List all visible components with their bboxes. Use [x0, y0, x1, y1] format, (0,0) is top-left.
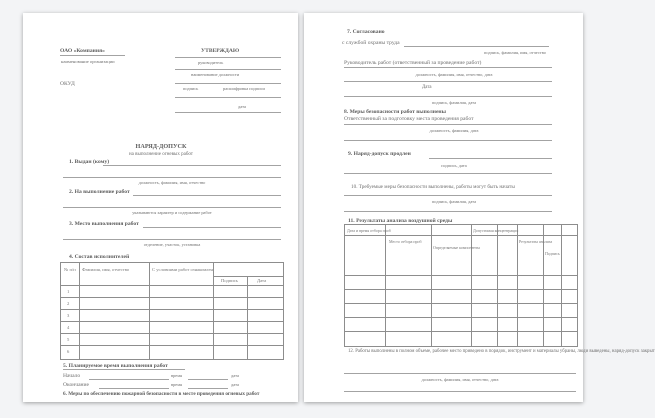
approve-line-3: подпись	[183, 86, 199, 91]
approve-line-5: дата	[238, 104, 246, 109]
org-header: ОАО «Компания»	[60, 48, 105, 54]
item-8-label: 8. Меры безопасности работ выполнены	[344, 109, 447, 115]
item-4-label: 4. Состав исполнителей	[69, 254, 130, 260]
air-header-place: Место отбора проб	[389, 239, 422, 244]
crew-row-no: 5	[67, 337, 70, 342]
manager-line: Руководитель работ (ответственный за проведение работ)	[344, 60, 482, 66]
end-date: дата	[231, 382, 239, 387]
air-analysis-table	[344, 224, 578, 347]
item-9-sub: подпись, дата	[441, 163, 467, 168]
start-time: время	[171, 373, 183, 378]
crew-table	[60, 262, 284, 360]
date-label: Дата	[422, 85, 432, 90]
item-2-sub: указываются характер и содержание работ	[132, 210, 212, 215]
okud-label: ОКУД	[60, 81, 75, 87]
approve-line-2: наименование должности	[191, 72, 240, 77]
org-sub: наименование организации	[61, 59, 115, 64]
item-7b-label: с службой охраны труда	[342, 40, 400, 46]
start-label: Начало	[63, 373, 81, 379]
end-time: время	[171, 382, 183, 387]
item-5-label: 5. Планируемое время выполнения работ	[63, 363, 168, 369]
item-10-label: 10. Требуемые меры безопасности выполнены, работы могут быть начаты	[351, 184, 515, 190]
item-8-sub: должность, фамилия, дата	[429, 128, 479, 133]
footer-sub: должность, фамилия, имя, отчество, дата	[421, 377, 499, 382]
crew-row-no: 3	[67, 313, 70, 318]
item-10-sub: подпись, фамилия, дата	[431, 199, 477, 204]
item-3-sub: отделение, участок, установка	[143, 242, 201, 247]
right-page	[304, 13, 655, 402]
doc-subtitle: на выполнение огневых работ	[129, 152, 193, 157]
crew-row-no: 6	[67, 349, 70, 354]
footer-item: 12. Работы выполнены в полном объеме, рабочее место приведено в порядок, инструмент и материалы убраны, люди выведены, наряд-допуск закрыт	[348, 349, 655, 354]
item-7-sign-note: подпись, фамилия, имя, отчество	[484, 50, 546, 55]
crew-header-name: Фамилия, имя, отчество	[82, 267, 130, 272]
item-11-label: 11. Результаты анализа воздушной среды	[348, 218, 453, 224]
air-header-limit: Допустимая концентрация	[473, 228, 519, 233]
air-header-result: Результаты анализа	[519, 239, 553, 244]
item-3-label: 3. Место выполнения работ	[69, 221, 139, 227]
item-8b-label: Ответственный за подготовку места проведения работ	[344, 116, 474, 122]
crew-header-no: № п/п	[64, 267, 76, 272]
crew-row-no: 4	[67, 325, 70, 330]
approve-line-1: руководитель	[198, 60, 224, 65]
air-header-components: Определяемые компоненты	[433, 245, 480, 250]
crew-row-no: 2	[67, 301, 70, 306]
air-header-time: Дата и время отбора проб	[347, 228, 391, 233]
left-page	[23, 13, 298, 402]
approve-title: УТВЕРЖДАЮ	[201, 48, 240, 54]
item-2-label: 2. На выполнение работ	[69, 189, 130, 195]
approve-line-4: расшифровка подписи	[223, 86, 265, 91]
crew-header-ack: С условиями работ ознакомлен	[152, 267, 213, 272]
air-header-sign: Подпись	[545, 251, 560, 256]
item-1-label: 1. Выдан (кому)	[69, 159, 110, 165]
crew-header-date: Дата	[257, 278, 267, 283]
doc-title: НАРЯД-ДОПУСК	[135, 143, 187, 150]
crew-row-no: 1	[67, 289, 70, 294]
item-1-sub: должность, фамилия, имя, отчество	[138, 180, 206, 185]
line-b-sub: подпись, фамилия, дата	[431, 100, 477, 105]
item-6-label: 6. Меры по обеспечению пожарной безопасности в месте проведения огневых работ	[63, 391, 260, 397]
item-9-label: 9. Наряд-допуск продлен	[348, 151, 411, 157]
manager-line-sub: должность, фамилия, имя, отчество, дата	[415, 72, 493, 77]
end-label: Окончание	[63, 382, 90, 388]
crew-header-sign: Подпись	[221, 278, 238, 283]
item-7-label: 7. Согласовано	[347, 29, 385, 35]
start-date: дата	[231, 373, 239, 378]
